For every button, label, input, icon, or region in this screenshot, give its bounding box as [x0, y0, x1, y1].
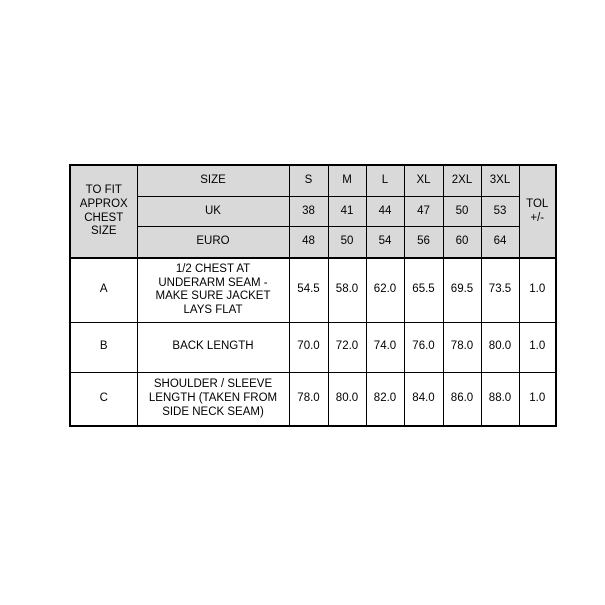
measurement-cell: 69.5 — [443, 258, 481, 322]
measurement-cell: 76.0 — [404, 322, 443, 372]
table-row — [70, 322, 556, 372]
tolerance-cell: 1.0 — [519, 372, 556, 426]
row-code: C — [70, 372, 137, 426]
row-description: BACK LENGTH — [137, 322, 289, 372]
uk-size: 50 — [443, 196, 481, 227]
size-xl: XL — [404, 165, 443, 196]
header-label-uk: UK — [137, 196, 289, 227]
tolerance-cell: 1.0 — [519, 258, 556, 322]
measurement-cell: 82.0 — [366, 372, 404, 426]
row-code: A — [70, 258, 137, 322]
tolerance-cell: 1.0 — [519, 322, 556, 372]
header-label-size: SIZE — [137, 165, 289, 196]
measurement-cell: 84.0 — [404, 372, 443, 426]
uk-size: 41 — [328, 196, 366, 227]
size-l: L — [366, 165, 404, 196]
size-3xl: 3XL — [481, 165, 519, 196]
euro-size: 60 — [443, 227, 481, 258]
size-m: M — [328, 165, 366, 196]
size-s: S — [289, 165, 328, 196]
size-2xl: 2XL — [443, 165, 481, 196]
corner-label: TO FIT APPROX CHEST SIZE — [70, 165, 137, 258]
measurement-cell: 70.0 — [289, 322, 328, 372]
measurement-cell: 65.5 — [404, 258, 443, 322]
measurement-cell: 80.0 — [481, 322, 519, 372]
euro-size: 56 — [404, 227, 443, 258]
euro-size: 64 — [481, 227, 519, 258]
row-description: SHOULDER / SLEEVE LENGTH (TAKEN FROM SIDE NECK SEAM) — [137, 372, 289, 426]
measurement-cell: 74.0 — [366, 322, 404, 372]
measurement-cell: 88.0 — [481, 372, 519, 426]
measurement-cell: 54.5 — [289, 258, 328, 322]
measurement-cell: 80.0 — [328, 372, 366, 426]
measurement-cell: 72.0 — [328, 322, 366, 372]
euro-size: 48 — [289, 227, 328, 258]
table-row — [70, 372, 556, 426]
uk-size: 53 — [481, 196, 519, 227]
row-description: 1/2 CHEST AT UNDERARM SEAM - MAKE SURE JACKET LAYS FLAT — [137, 258, 289, 322]
header-label-euro: EURO — [137, 227, 289, 258]
euro-size: 50 — [328, 227, 366, 258]
measurement-cell: 73.5 — [481, 258, 519, 322]
measurement-cell: 58.0 — [328, 258, 366, 322]
row-code: B — [70, 322, 137, 372]
table-row — [70, 258, 556, 322]
tol-label: TOL +/- — [519, 165, 556, 258]
uk-size: 44 — [366, 196, 404, 227]
measurement-cell: 62.0 — [366, 258, 404, 322]
euro-size: 54 — [366, 227, 404, 258]
measurement-cell: 78.0 — [443, 322, 481, 372]
uk-size: 47 — [404, 196, 443, 227]
size-chart-table — [69, 164, 557, 427]
measurement-cell: 78.0 — [289, 372, 328, 426]
uk-size: 38 — [289, 196, 328, 227]
measurement-cell: 86.0 — [443, 372, 481, 426]
